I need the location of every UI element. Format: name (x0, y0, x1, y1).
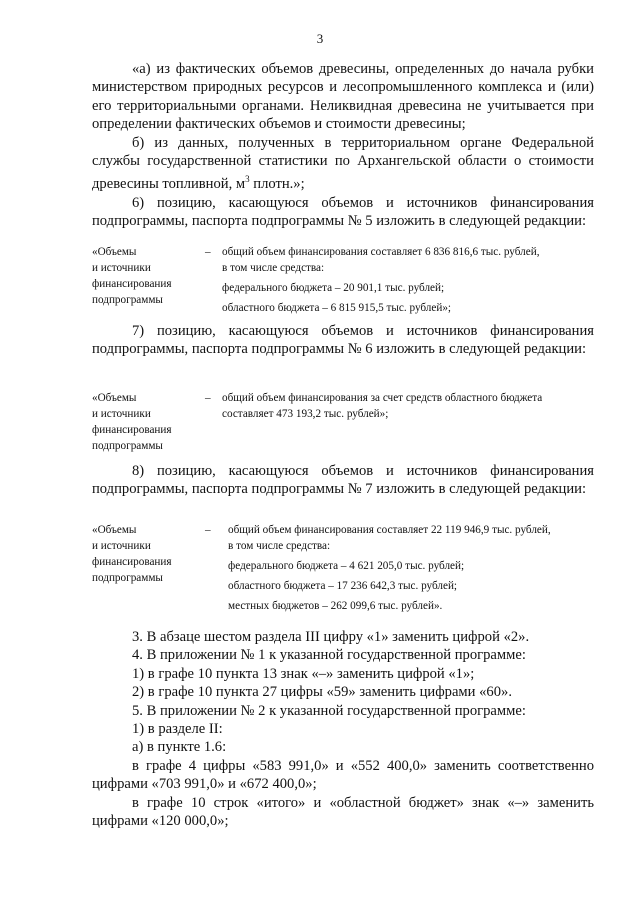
item-5-a: а) в пункте 1.6: (132, 739, 227, 756)
item-4-1: 1) в графе 10 пункта 13 знак «–» заменить цифрой «1»; (132, 665, 475, 682)
passport-7-values (228, 522, 608, 614)
amendments-block (92, 628, 594, 830)
item-4: 4. В приложении № 1 к указанной государственной программе: (132, 647, 526, 664)
paragraph-b-text: б) из данных, полученных в территориальном органе Федеральной службы государственной статистики по Архангельской области о стоимости древесины топливной, м (92, 134, 594, 193)
item-3: 3. В абзаце шестом раздела III цифру «1» заменить цифрой «2». (132, 629, 530, 645)
passport-6-label (92, 390, 207, 454)
paragraph-8: 8) позицию, касающуюся объемов и источников финансирования подпрограммы, паспорта подпрограммы № 7 изложить в следующей редакции: (92, 463, 594, 498)
page-number: 3 (316, 31, 324, 46)
passport-6 (92, 390, 602, 454)
paragraph-b (92, 134, 594, 194)
passport-label-line: подпрограммы (92, 440, 163, 452)
passport-value-line: общий объем финансирования составляет 6 836 816,6 тыс. рублей, (222, 246, 540, 258)
paragraph-6: 6) позицию, касающуюся объемов и источников финансирования подпрограммы, паспорта подпрограммы № 5 изложить в следующей редакции: (92, 194, 594, 230)
passport-label-line: подпрограммы (92, 294, 163, 306)
paragraph-a: «а) из фактических объемов древесины, определенных до начала рубки министерством природных ресурсов и лесопромышленного комплекса и (или) его территориальными органами. Неликвидная древесина не учитывается при определении фактических объемов и стоимости древесины; (92, 61, 594, 133)
item-4-2: 2) в графе 10 пункта 27 цифры «59» заменить цифрами «60». (132, 684, 512, 701)
passport-7 (92, 522, 602, 612)
passport-label-line: и источники (92, 540, 151, 552)
item-5-a-2: в графе 10 строк «итого» и «областной бюджет» знак «–» заменить цифрами «120 000,0»; (92, 794, 594, 830)
passport-dash: – (205, 524, 211, 536)
passport-value-line: федерального бюджета – 4 621 205,0 тыс. рублей; (228, 560, 465, 572)
passport-label-line: подпрограммы (92, 572, 163, 584)
passport-value-line: в том числе средства: (222, 262, 325, 274)
paragraph-7: 7) позицию, касающуюся объемов и источников финансирования подпрограммы, паспорта подпрограммы № 6 изложить в следующей редакции: (92, 323, 594, 358)
paragraph-7-block (92, 322, 594, 359)
passport-label-line: финансирования (92, 424, 172, 436)
passport-value-line: областного бюджета – 17 236 642,3 тыс. рублей; (228, 580, 458, 592)
item-5-1: 1) в разделе II: (132, 721, 223, 738)
paragraph-b-end: плотн.»; (249, 176, 305, 193)
passport-value-line: составляет 473 193,2 тыс. рублей»; (222, 408, 389, 420)
passport-dash: – (205, 392, 211, 404)
passport-label-line: финансирования (92, 556, 172, 568)
passport-value-line: федерального бюджета – 20 901,1 тыс. рублей; (222, 282, 445, 294)
passport-7-label (92, 522, 207, 586)
passport-5 (92, 244, 602, 314)
passport-value-line: общий объем финансирования составляет 22 119 946,9 тыс. рублей, (228, 524, 551, 536)
paragraph-b-superscript: 3 (245, 174, 250, 185)
passport-value-line: областного бюджета – 6 815 915,5 тыс. рублей»; (222, 302, 452, 314)
item-5: 5. В приложении № 2 к указанной государственной программе: (132, 702, 526, 719)
passport-label-line: «Объемы (92, 524, 137, 536)
passport-value-line: в том числе средства: (228, 540, 331, 552)
item-5-a-1: в графе 4 цифры «583 991,0» и «552 400,0» заменить соответственно цифрами «703 991,0» и «672 400,0»; (92, 757, 594, 793)
passport-label-line: и источники (92, 262, 151, 274)
paragraph-8-block (92, 462, 594, 499)
passport-6-values (222, 390, 602, 422)
paragraph-a-block (92, 60, 594, 231)
passport-value-line: общий объем финансирования за счет средств областного бюджета (222, 392, 543, 404)
passport-label-line: «Объемы (92, 392, 137, 404)
passport-label-line: «Объемы (92, 246, 137, 258)
passport-5-label (92, 244, 207, 308)
passport-label-line: финансирования (92, 278, 172, 290)
passport-value-line: местных бюджетов – 262 099,6 тыс. рублей». (228, 600, 443, 612)
passport-dash: – (205, 246, 211, 258)
passport-label-line: и источники (92, 408, 151, 420)
passport-5-values (222, 244, 602, 316)
